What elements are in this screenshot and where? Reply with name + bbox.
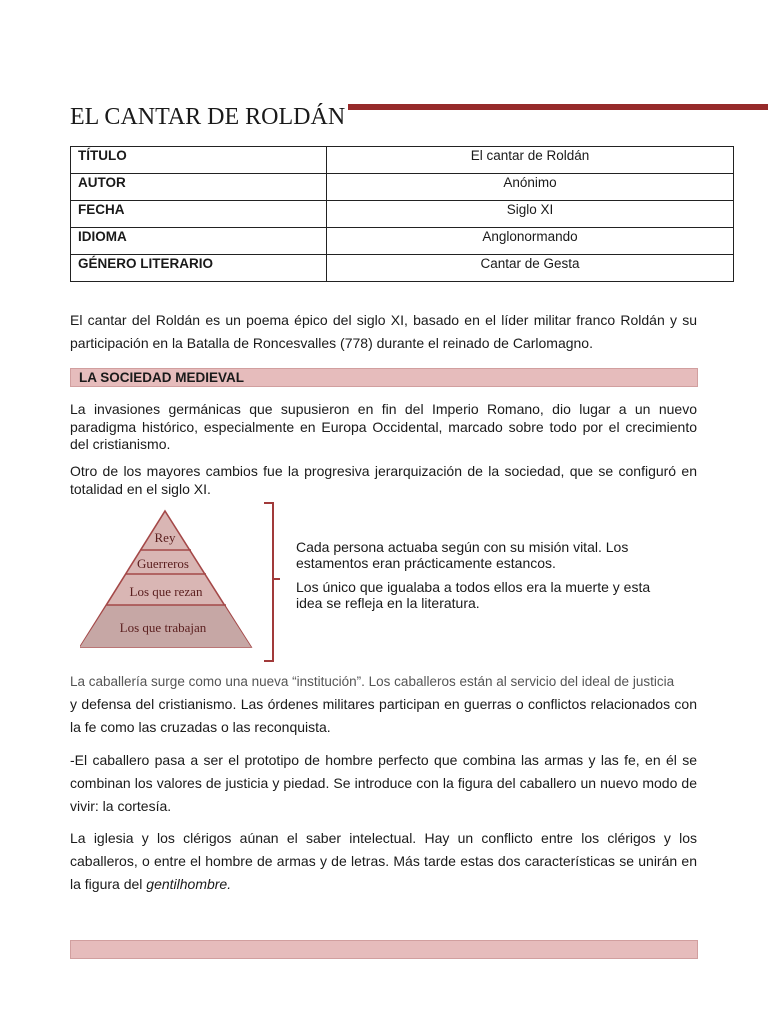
table-row (71, 228, 734, 255)
paragraph-iglesia (70, 827, 697, 896)
title-rule (348, 104, 768, 110)
table-row (71, 174, 734, 201)
paragraph-invasions: La invasiones germánicas que supusieron en fin del Imperio Romano, dio lugar a un nuevo paradigma histórico, especialmente en Europa Occidental, marcado sobre todo por el crecimiento del cristianismo. (70, 401, 697, 452)
row-value: Anglonormando (327, 228, 734, 255)
side-text-2: Los único que igualaba a todos ellos era la muerte y esta idea se refleja en la literatura. (296, 579, 651, 611)
row-label: GÉNERO LITERARIO (71, 255, 327, 282)
paragraph-hierarchy: Otro de los mayores cambios fue la progresiva jerarquización de la sociedad, que se configuró en totalidad en el siglo XI. (70, 463, 697, 497)
pyramid-label-rezan: Los que rezan (129, 584, 203, 599)
row-value: El cantar de Roldán (327, 147, 734, 174)
pyramid-label-rey: Rey (154, 530, 176, 545)
page-title: EL CANTAR DE ROLDÁN (70, 104, 346, 130)
row-label: IDIOMA (71, 228, 327, 255)
row-label: FECHA (71, 201, 327, 228)
paragraph-caballero: -El caballero pasa a ser el prototipo de hombre perfecto que combina las armas y las fe, en él se combinan los valores de justicia y piedad. Se introduce con la figura del caballero un nuevo modo de vivir: la cortesía. (70, 752, 697, 814)
row-value: Anónimo (327, 174, 734, 201)
curly-bracket (264, 502, 274, 662)
pyramid-label-guerreros: Guerreros (137, 556, 189, 571)
paragraph-caballeria-lead: La caballería surge como una nueva “institución”. Los caballeros están al servicio del ideal de justicia (70, 674, 675, 689)
bracket-tip (272, 578, 280, 580)
gentilhombre-term: gentilhombre. (146, 876, 232, 892)
society-pyramid (80, 508, 256, 652)
info-table (70, 146, 734, 282)
row-value: Siglo XI (327, 201, 734, 228)
row-value: Cantar de Gesta (327, 255, 734, 282)
section-title: LA SOCIEDAD MEDIEVAL (79, 370, 245, 385)
footer-band (70, 940, 698, 959)
section-header (70, 368, 698, 387)
table-row (71, 147, 734, 174)
row-label: AUTOR (71, 174, 327, 201)
paragraph-caballeria: y defensa del cristianismo. Las órdenes militares participan en guerras o conflictos relacionados con la fe como las cruzadas o las reconquista. (70, 696, 697, 735)
side-text-1: Cada persona actuaba según con su misión vital. Los estamentos eran prácticamente estancos. (296, 539, 629, 571)
paragraph-iglesia-text: La iglesia y los clérigos aúnan el saber intelectual. Hay un conflicto entre los clérigos y los caballeros, o entre el hombre de armas y de letras. Más tarde estas dos características se unirán en la figura del (70, 830, 697, 892)
pyramid-label-trabajan: Los que trabajan (119, 620, 207, 635)
table-row (71, 255, 734, 282)
intro-paragraph: El cantar del Roldán es un poema épico del siglo XI, basado en el líder militar franco Roldán y su participación en la Batalla de Roncesvalles (778) durante el reinado de Carlomagno. (70, 312, 697, 351)
row-label: TÍTULO (71, 147, 327, 174)
table-row (71, 201, 734, 228)
